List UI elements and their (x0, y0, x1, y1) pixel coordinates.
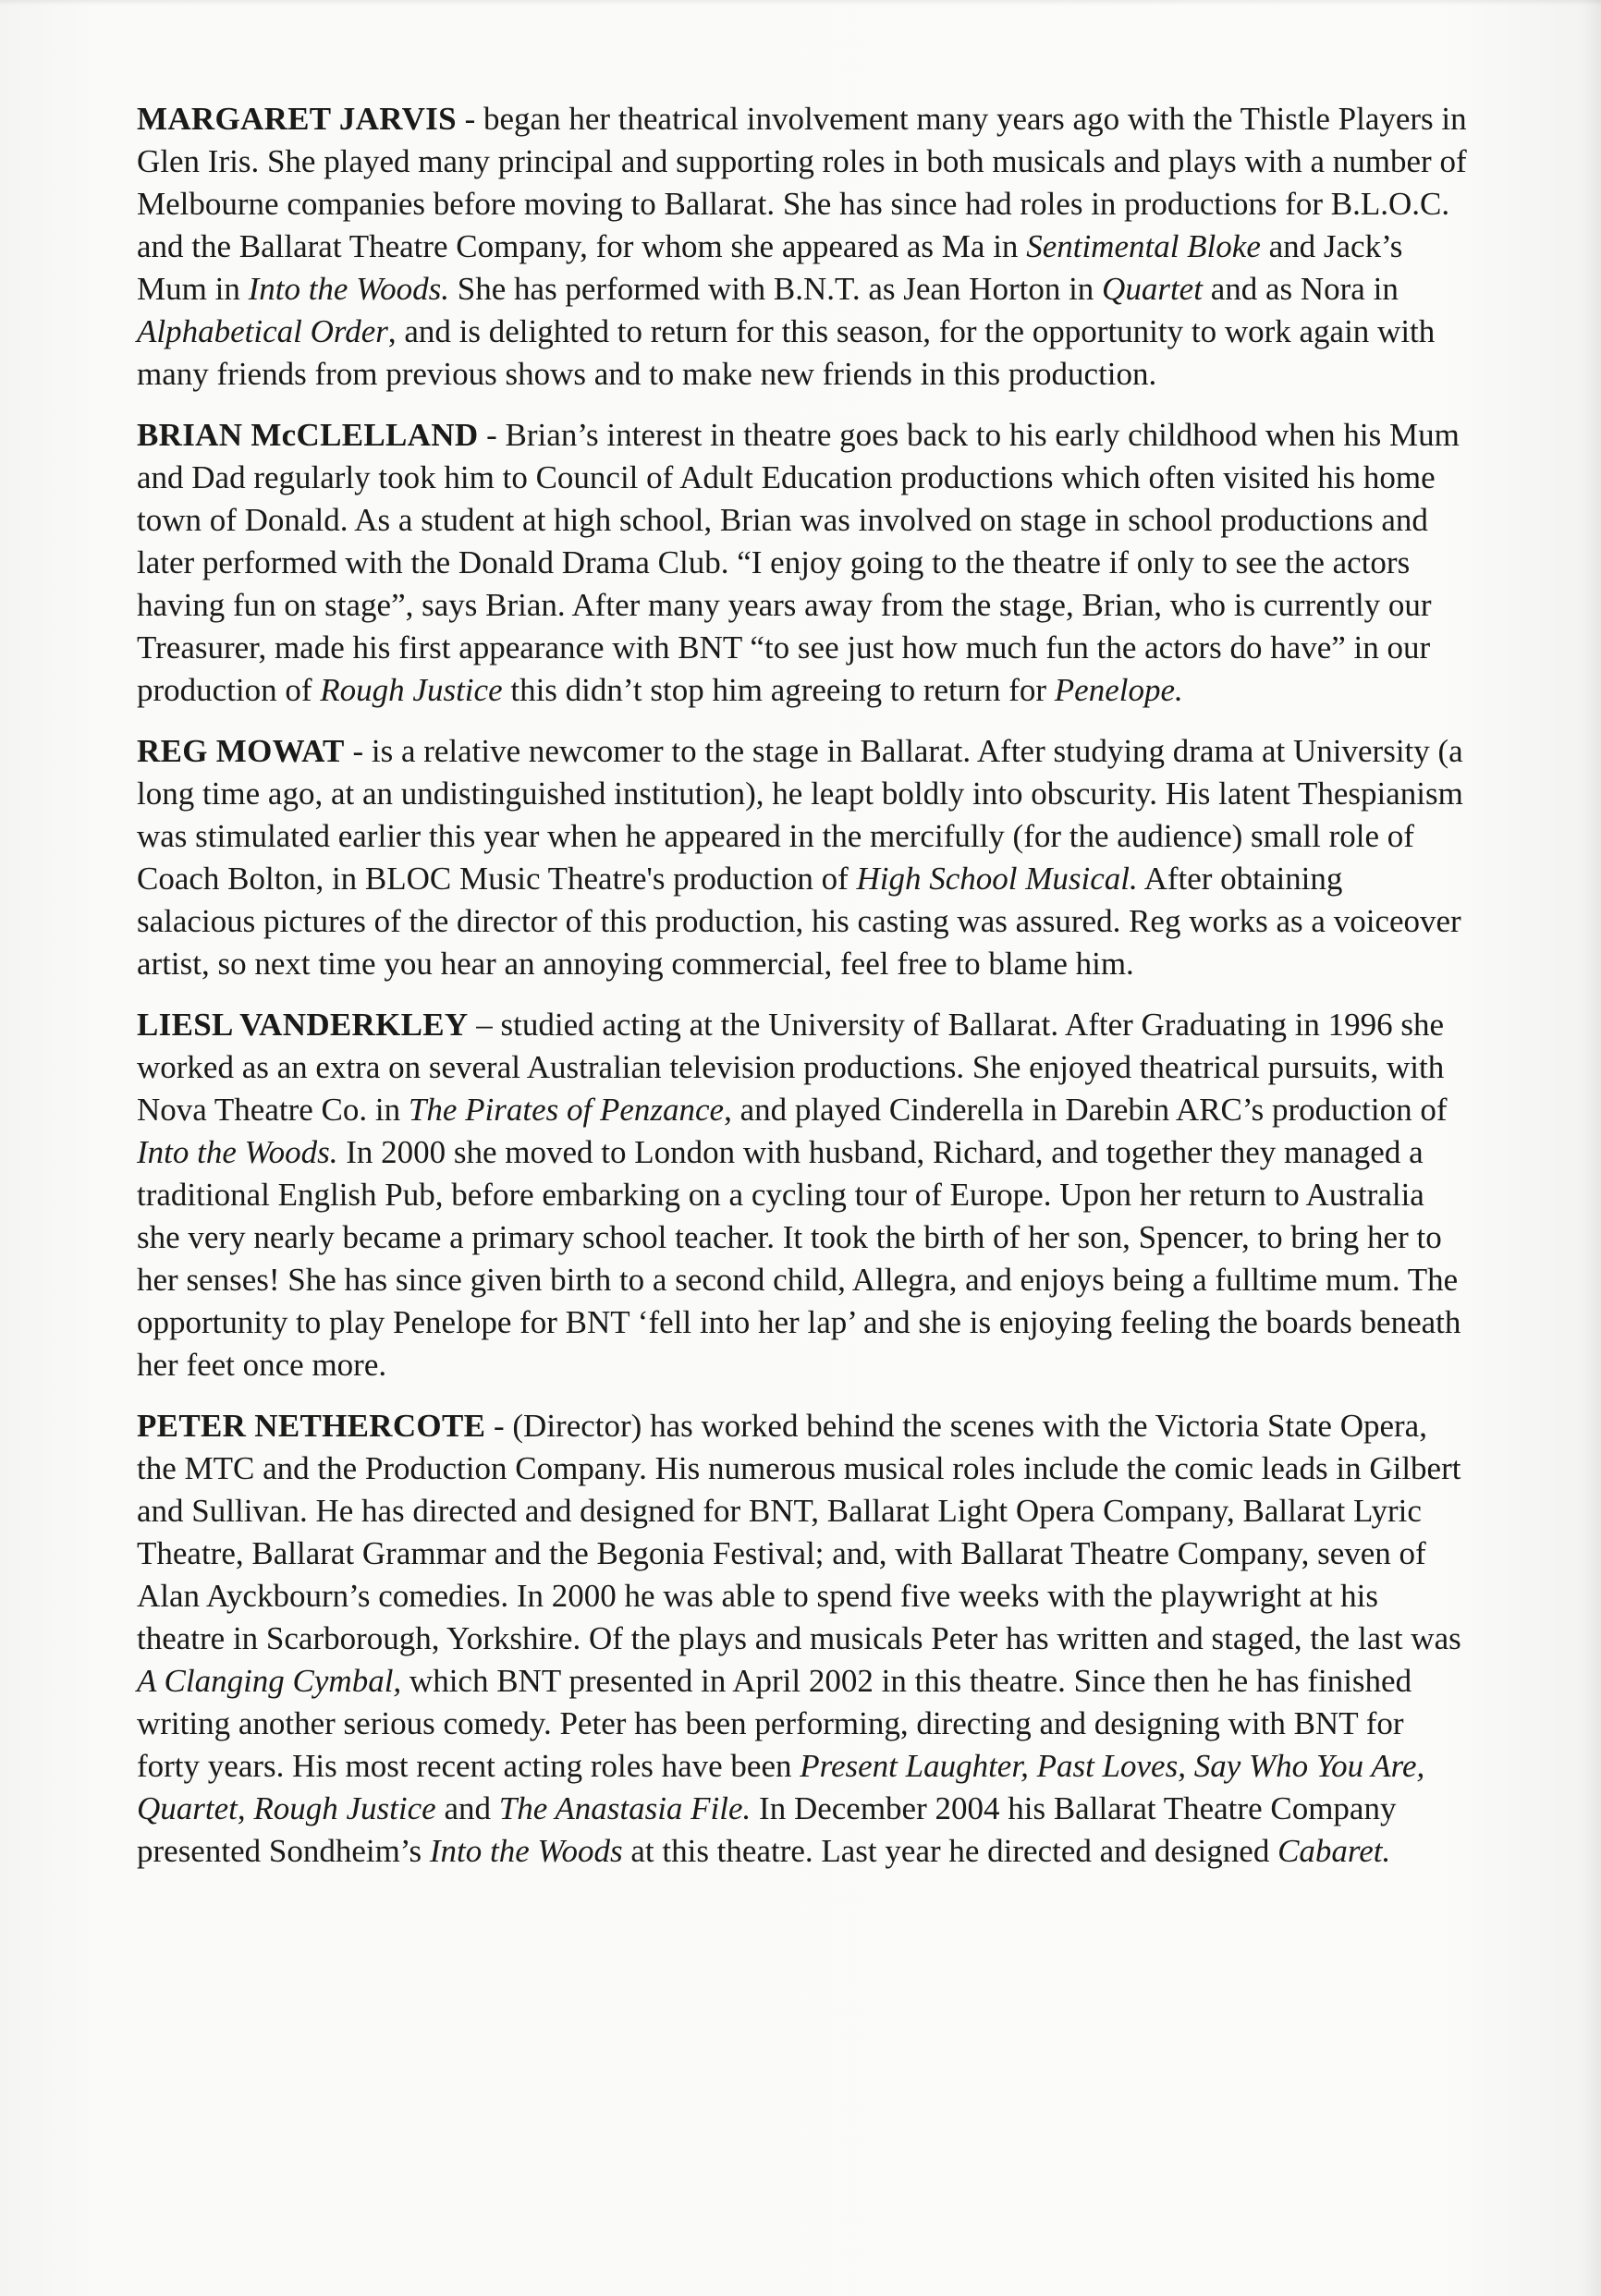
biographies (137, 98, 1468, 1891)
bio-text: - began her theatrical involvement many years ago with the Thistle Players in Glen Iris. She played many principal and supporting roles in both musicals and plays with a number of Melbourne companies before moving to Ballarat. She has since had roles in productions for B.L.O.C. and the Ballarat Theatre Company, for whom she appeared as Ma in (137, 101, 1467, 264)
bio-text: After obtaining salacious pictures of the director of this production, his casting was assured. Reg works as a voiceover artist, so next time you hear an annoying commercial, feel free to blame him. (137, 861, 1461, 982)
bio-title-italic: The Anastasia File. (498, 1790, 752, 1826)
bio-paragraph (137, 730, 1468, 985)
bio-text: - is a relative newcomer to the stage in Ballarat. After studying drama at University (a long time ago, at an undistinguished institution), he leapt boldly into obscurity. His latent Thespianism was stimulated earlier this year when he appeared in the mercifully (for the audience) small role of Coach Bolton, in BLOC Music Theatre's production of (137, 733, 1463, 897)
bio-title-italic: Into the Woods (429, 1833, 623, 1869)
bio-title-italic: The Pirates of Penzance (408, 1092, 725, 1128)
bio-text: In 2000 she moved to London with husband, Richard, and together they managed a traditional English Pub, before embarking on a cycling tour of Europe. Upon her return to Australia she very nearly became a primary school teacher. It took the birth of her son, Spencer, to bring her to her senses! She has since given birth to a second child, Allegra, and enjoys being a fulltime mum. The opportunity to play Penelope for BNT ‘fell into her lap’ and she is enjoying feeling the boards beneath her feet once more. (137, 1134, 1461, 1383)
bio-text: , and is delighted to return for this season, for the opportunity to work again with many friends from previous shows and to make new friends in this production. (137, 313, 1436, 392)
page-right-shadow (1583, 0, 1601, 2296)
bio-text: and as Nora in (1202, 271, 1399, 307)
bio-name: BRIAN McCLELLAND (137, 417, 479, 453)
bio-name: REG MOWAT (137, 733, 345, 769)
bio-paragraph (137, 98, 1468, 396)
bio-text: - (Director) has worked behind the scenes with the Victoria State Opera, the MTC and the Production Company. His numerous musical roles include the comic leads in Gilbert and Sullivan. He has directed and designed for BNT, Ballarat Light Opera Company, Ballarat Lyric Theatre, Ballarat Grammar and the Begonia Festival; and, with Ballarat Theatre Company, seven of Alan Ayckbourn’s comedies. In 2000 he was able to spend five weeks with the playwright at his theatre in Scarborough, Yorkshire. Of the plays and musicals Peter has written and staged, the last was (137, 1408, 1461, 1656)
bio-text: this didn’t stop him agreeing to return for (502, 672, 1055, 708)
bio-title-italic: High School Musical. (856, 861, 1138, 897)
bio-name: MARGARET JARVIS (137, 101, 457, 137)
bio-title-italic: Present Laughter, Past Loves, Say Who You Are, Quartet, Rough Justice (137, 1748, 1425, 1826)
bio-title-italic: Cabaret. (1277, 1833, 1391, 1869)
bio-title-italic: Penelope. (1054, 672, 1183, 708)
bio-title-italic: Quartet (1102, 271, 1203, 307)
bio-title-italic: A Clanging Cymbal, (137, 1663, 402, 1699)
bio-text: at this theatre. Last year he directed and designed (622, 1833, 1278, 1869)
bio-name: PETER NETHERCOTE (137, 1408, 486, 1444)
bio-name: LIESL VANDERKLEY (137, 1007, 469, 1043)
bio-text: which BNT presented in April 2002 in this theatre. Since then he has finished writing another serious comedy. Peter has been performing, directing and designing with BNT for forty years. His most recent acting roles have been (137, 1663, 1412, 1784)
bio-paragraph (137, 1004, 1468, 1386)
bio-title-italic: Sentimental Bloke (1026, 228, 1261, 264)
bio-title-italic: Alphabetical Order (137, 313, 388, 349)
bio-text: , and played Cinderella in Darebin ARC’s production of (724, 1092, 1448, 1128)
bio-title-italic: Into the Woods. (248, 271, 450, 307)
bio-text: and Jack’s Mum in (137, 228, 1403, 307)
bio-paragraph (137, 1405, 1468, 1873)
page-top-shadow (0, 0, 1601, 6)
bio-title-italic: Into the Woods. (137, 1134, 338, 1170)
bio-text: – studied acting at the University of Ballarat. After Graduating in 1996 she worked as an extra on several Australian television productions. She enjoyed theatrical pursuits, with Nova Theatre Co. in (137, 1007, 1445, 1128)
bio-text: - Brian’s interest in theatre goes back to his early childhood when his Mum and Dad regularly took him to Council of Adult Education productions which often visited his home town of Donald. As a student at high school, Brian was involved on stage in school productions and later performed with the Donald Drama Club. “I enjoy going to the theatre if only to see the actors having fun on stage”, says Brian. After many years away from the stage, Brian, who is currently our Treasurer, made his first appearance with BNT “to see just how much fun the actors do have” in our production of (137, 417, 1460, 708)
bio-paragraph (137, 414, 1468, 712)
bio-title-italic: Rough Justice (320, 672, 503, 708)
bio-text: In December 2004 his Ballarat Theatre Company presented Sondheim’s (137, 1790, 1397, 1869)
bio-text: She has performed with B.N.T. as Jean Horton in (449, 271, 1103, 307)
bio-text: and (435, 1790, 499, 1826)
